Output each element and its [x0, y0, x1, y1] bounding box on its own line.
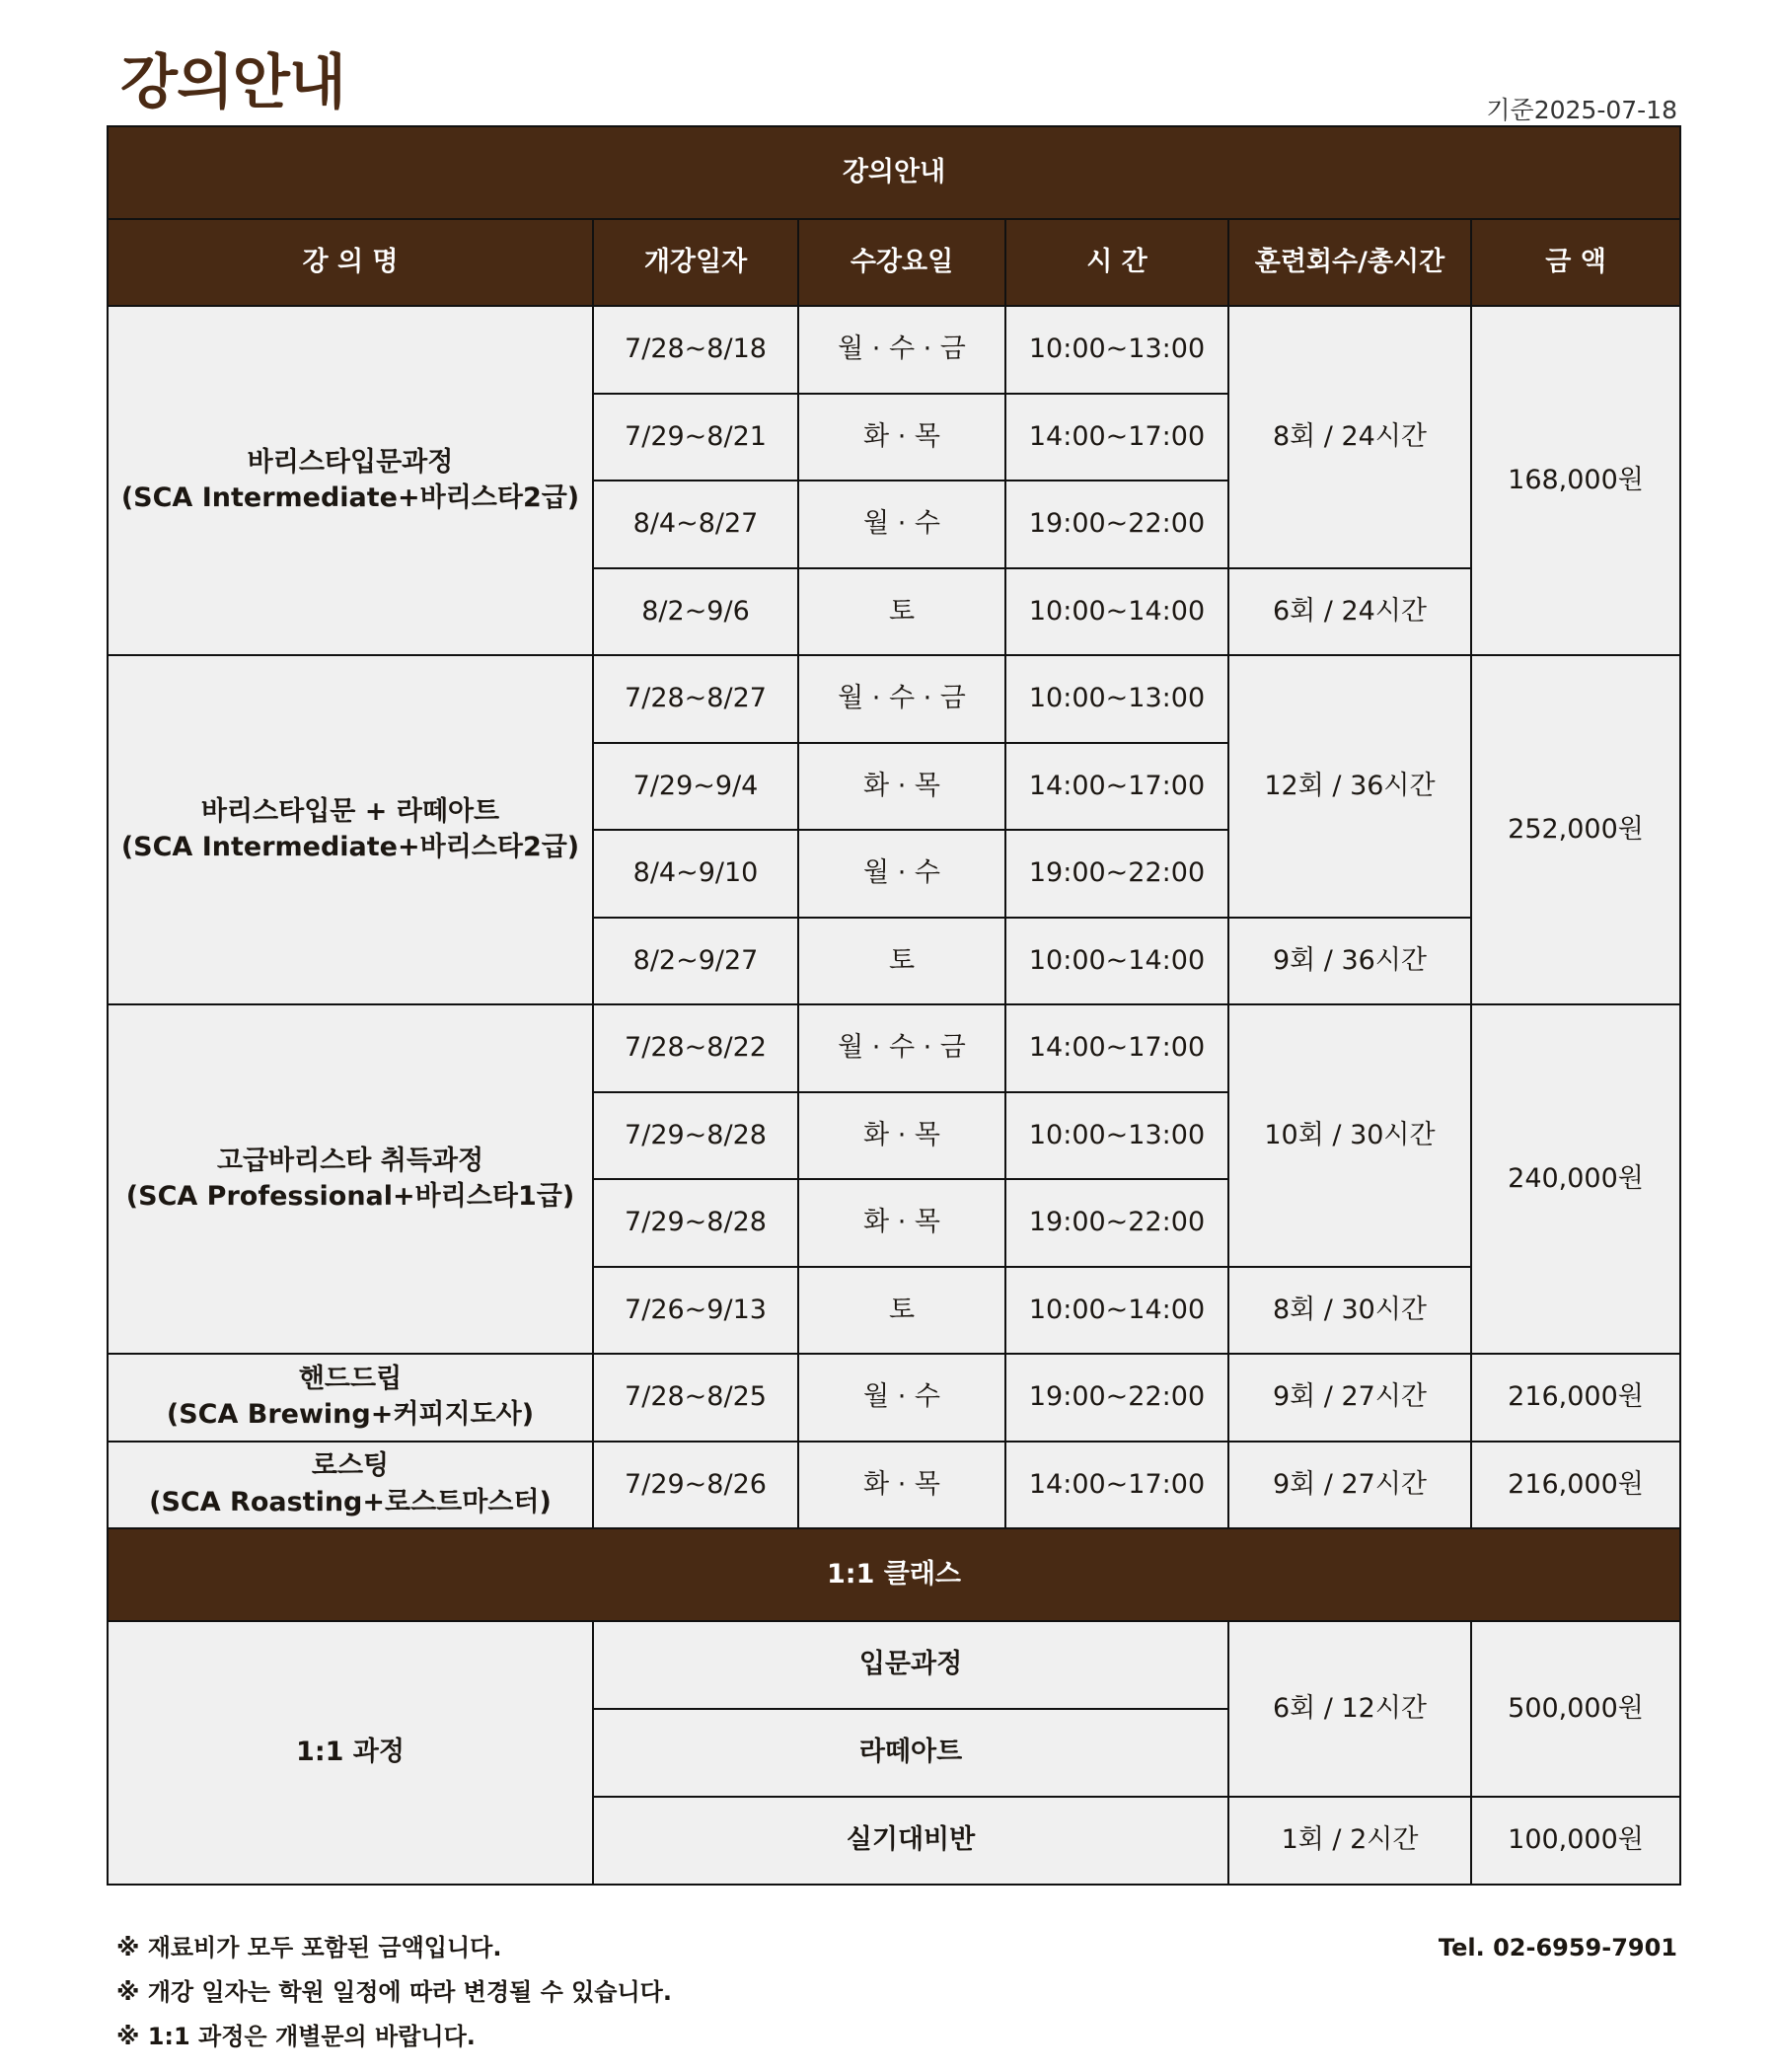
- oneone-price: 500,000원: [1471, 1621, 1680, 1797]
- sessions-hours: 8회 / 30시간: [1228, 1267, 1471, 1355]
- class-days: 월 · 수: [798, 1354, 1005, 1442]
- page-title: 강의안내: [120, 48, 345, 117]
- start-date: 7/29~8/21: [593, 394, 798, 481]
- note-line: ※ 1:1 과정은 개별문의 바랍니다.: [116, 2023, 476, 2050]
- table-row: [108, 1621, 1680, 1709]
- class-time: 10:00~14:00: [1005, 568, 1228, 656]
- oneone-item: 라떼아트: [593, 1709, 1228, 1797]
- oneone-price: 100,000원: [1471, 1797, 1680, 1885]
- price: 252,000원: [1471, 655, 1680, 1004]
- sessions-hours: 12회 / 36시간: [1228, 655, 1471, 918]
- sessions-hours: 9회 / 36시간: [1228, 918, 1471, 1005]
- oneone-item: 입문과정: [593, 1621, 1228, 1709]
- section-title-one-on-one: 1:1 클래스: [108, 1528, 1680, 1621]
- table-row: [108, 1004, 1680, 1092]
- course-subtitle: (SCA Roasting+로스트마스터): [149, 1486, 552, 1517]
- start-date: 7/28~8/18: [593, 306, 798, 394]
- class-days: 화 · 목: [798, 394, 1005, 481]
- course-name: 로스팅: [311, 1450, 390, 1482]
- class-days: 화 · 목: [798, 743, 1005, 831]
- class-days: 월 · 수: [798, 481, 1005, 568]
- course-subtitle: (SCA Intermediate+바리스타2급): [120, 832, 580, 862]
- oneone-sessions-hours: 1회 / 2시간: [1228, 1797, 1471, 1885]
- table-row: [108, 1442, 1680, 1529]
- class-time: 19:00~22:00: [1005, 1179, 1228, 1267]
- oneone-sessions-hours: 6회 / 12시간: [1228, 1621, 1471, 1797]
- course-name: 고급바리스타 취득과정: [216, 1145, 484, 1176]
- class-time: 19:00~22:00: [1005, 1354, 1228, 1442]
- course-name-cell: [108, 655, 593, 1004]
- sessions-hours: 6회 / 24시간: [1228, 568, 1471, 656]
- class-days: 월 · 수: [798, 830, 1005, 918]
- sessions-hours: 9회 / 27시간: [1228, 1442, 1471, 1529]
- start-date: 7/29~8/28: [593, 1179, 798, 1267]
- class-time: 10:00~14:00: [1005, 918, 1228, 1005]
- start-date: 8/2~9/27: [593, 918, 798, 1005]
- start-date: 7/29~8/26: [593, 1442, 798, 1529]
- table-row: [108, 655, 1680, 743]
- course-subtitle: (SCA Brewing+커피지도사): [166, 1399, 535, 1431]
- class-time: 10:00~13:00: [1005, 306, 1228, 394]
- class-days: 토: [798, 918, 1005, 1005]
- sessions-hours: 8회 / 24시간: [1228, 306, 1471, 568]
- class-days: 화 · 목: [798, 1442, 1005, 1529]
- header-class-days: 수강요일: [798, 219, 1005, 306]
- course-name: 바리스타입문과정: [247, 446, 454, 478]
- class-days: 월 · 수 · 금: [798, 1004, 1005, 1092]
- course-name-cell: [108, 1442, 593, 1529]
- class-time: 10:00~13:00: [1005, 1092, 1228, 1180]
- header-time: 시 간: [1005, 219, 1228, 306]
- header-price: 금 액: [1471, 219, 1680, 306]
- class-time: 19:00~22:00: [1005, 481, 1228, 568]
- start-date: 7/29~8/28: [593, 1092, 798, 1180]
- section-title-courses: 강의안내: [108, 126, 1680, 219]
- oneone-name: 1:1 과정: [108, 1621, 593, 1885]
- course-subtitle: (SCA Professional+바리스타1급): [125, 1181, 575, 1212]
- class-days: 토: [798, 568, 1005, 656]
- start-date: 7/28~8/25: [593, 1354, 798, 1442]
- start-date: 8/4~9/10: [593, 830, 798, 918]
- course-name: 바리스타입문 + 라떼아트: [200, 795, 500, 827]
- telephone: Tel. 02-6959-7901: [1438, 1934, 1677, 1961]
- header-sessions-hours: 훈련회수/총시간: [1228, 219, 1471, 306]
- price: 240,000원: [1471, 1004, 1680, 1354]
- course-name-cell: [108, 306, 593, 655]
- class-time: 14:00~17:00: [1005, 743, 1228, 831]
- start-date: 7/28~8/27: [593, 655, 798, 743]
- notes: [116, 1926, 672, 2059]
- sessions-hours: 10회 / 30시간: [1228, 1004, 1471, 1267]
- class-days: 화 · 목: [798, 1179, 1005, 1267]
- note-line: ※ 개강 일자는 학원 일정에 따라 변경될 수 있습니다.: [116, 1978, 672, 2006]
- start-date: 8/4~8/27: [593, 481, 798, 568]
- price: 216,000원: [1471, 1442, 1680, 1529]
- class-time: 14:00~17:00: [1005, 1004, 1228, 1092]
- header-course-name: 강 의 명: [108, 219, 593, 306]
- price: 168,000원: [1471, 306, 1680, 655]
- class-days: 화 · 목: [798, 1092, 1005, 1180]
- class-time: 14:00~17:00: [1005, 1442, 1228, 1529]
- table-row: [108, 1354, 1680, 1442]
- course-name-cell: [108, 1004, 593, 1354]
- class-time: 19:00~22:00: [1005, 830, 1228, 918]
- class-time: 10:00~13:00: [1005, 655, 1228, 743]
- header-start-date: 개강일자: [593, 219, 798, 306]
- start-date: 7/29~9/4: [593, 743, 798, 831]
- note-line: ※ 재료비가 모두 포함된 금액입니다.: [116, 1934, 502, 1961]
- class-time: 14:00~17:00: [1005, 394, 1228, 481]
- class-days: 월 · 수 · 금: [798, 655, 1005, 743]
- start-date: 7/26~9/13: [593, 1267, 798, 1355]
- class-days: 월 · 수 · 금: [798, 306, 1005, 394]
- course-subtitle: (SCA Intermediate+바리스타2급): [120, 482, 580, 513]
- course-name-cell: [108, 1354, 593, 1442]
- sessions-hours: 9회 / 27시간: [1228, 1354, 1471, 1442]
- oneone-item: 실기대비반: [593, 1797, 1228, 1885]
- start-date: 8/2~9/6: [593, 568, 798, 656]
- table-row: [108, 306, 1680, 394]
- class-days: 토: [798, 1267, 1005, 1355]
- start-date: 7/28~8/22: [593, 1004, 798, 1092]
- price: 216,000원: [1471, 1354, 1680, 1442]
- reference-date: 기준2025-07-18: [1486, 96, 1677, 124]
- class-time: 10:00~14:00: [1005, 1267, 1228, 1355]
- course-name: 핸드드립: [298, 1363, 403, 1394]
- course-table: [107, 125, 1681, 1886]
